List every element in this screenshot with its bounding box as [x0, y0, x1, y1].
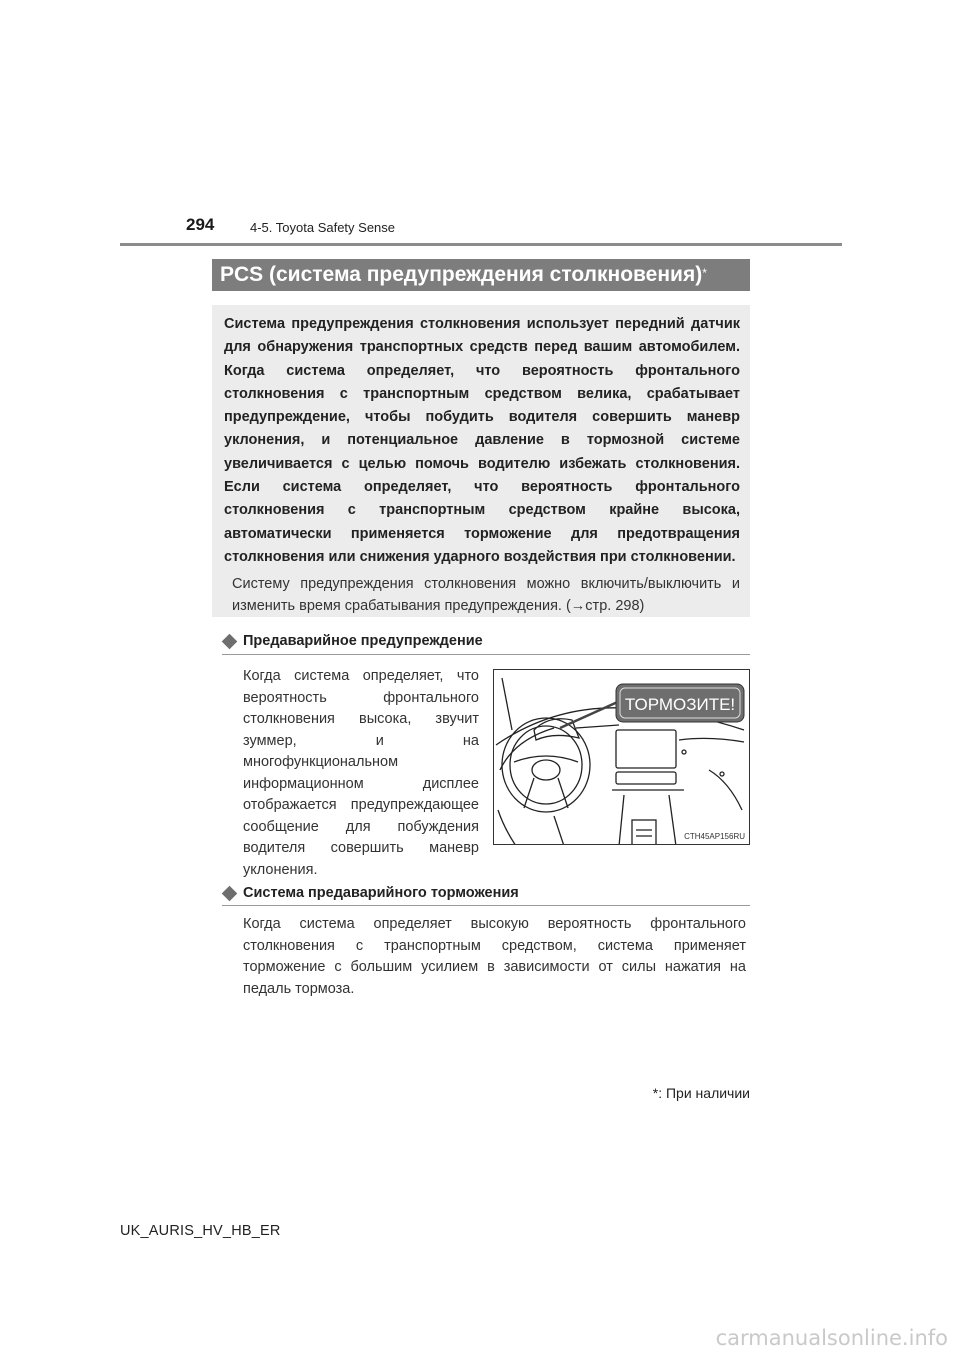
intro-note: Систему предупреждения столкновения можно включить/выключить и изменить время срабатывания предупреждения. (→стр. 298): [232, 576, 740, 615]
subsection-heading-warning: [222, 633, 483, 649]
document-code: UK_AURIS_HV_HB_ER: [120, 1223, 281, 1239]
subsection-heading-braking: [222, 885, 519, 901]
subsection-divider: [222, 654, 750, 655]
section-title-bar: [212, 259, 750, 291]
page-number: 294: [186, 215, 215, 234]
footnote: *: При наличии: [652, 1085, 750, 1101]
braking-description: Когда система определяет высокую вероятность фронтального столкновения с транспортным средством, система применяет торможение с большим усилием в зависимости от силы нажатия на педаль тормоза.: [243, 916, 746, 997]
header-divider: [120, 243, 842, 246]
dashboard-illustration: [493, 669, 750, 845]
illustration-code: CTH45AP156RU: [684, 832, 745, 841]
dashboard-drawing: [494, 670, 750, 845]
subsection-heading-label: Система предаварийного торможения: [243, 885, 519, 901]
subsection-divider: [222, 905, 750, 906]
intro-text: Система предупреждения столкновения использует передний датчик для обнаружения транспортных средств перед вашим автомобилем. Когда система определяет, что вероятность фронтального столкновения с транспортным средством велика, срабатывает предупреждение, чтобы побудить водителя совершить маневр уклонения, и потенциальное давление в тормозной системе увеличивается с целью помочь водителю избежать столкновения. Если система определяет, что вероятность фронтального столкновения с транспортным средством крайне высока, автоматически применяется торможение для предотвращения столкновения или снижения ударного воздействия при столкновении.: [224, 316, 740, 565]
watermark: carmanualsonline.info: [715, 1326, 948, 1350]
diamond-bullet-icon: [222, 885, 238, 901]
subsection-heading-label: Предаварийное предупреждение: [243, 633, 483, 649]
section-title: PCS (система предупреждения столкновения): [220, 263, 703, 286]
diamond-bullet-icon: [222, 633, 238, 649]
intro-box: [212, 305, 750, 617]
availability-mark: *: [702, 266, 707, 280]
display-warning-message: ТОРМОЗИТЕ!: [624, 695, 736, 714]
chapter-title: 4-5. Toyota Safety Sense: [250, 220, 396, 235]
warning-description: Когда система определяет, что вероятность фронтального столкновения высока, звучит зуммер, и на многофункциональном информационном дисплее отображается предупреждающее сообщение для побуждения водителя совершить маневр уклонения.: [243, 668, 479, 878]
